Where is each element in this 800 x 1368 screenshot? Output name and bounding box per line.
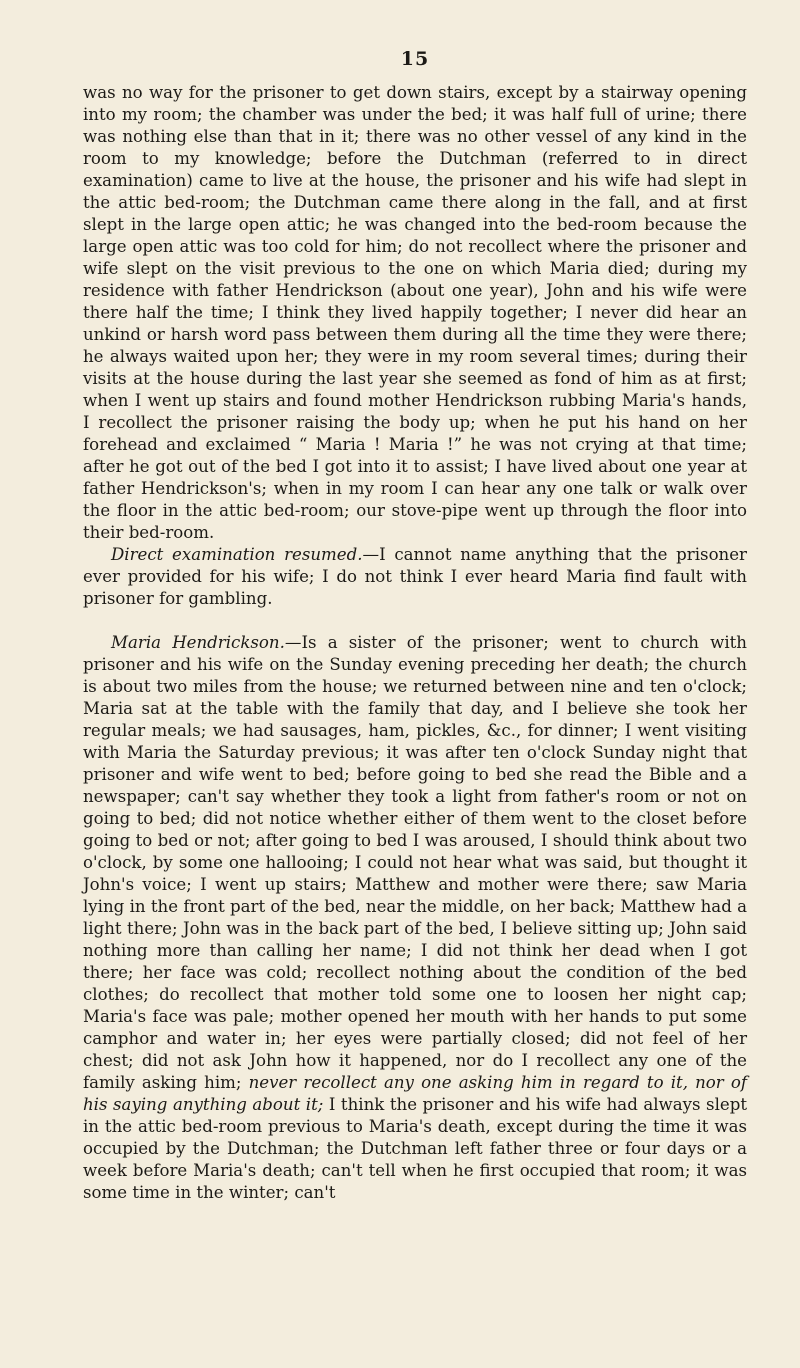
- paragraph-text: —I cannot name anything that the prisoner ever provided for his wife; I do not think I ever heard Maria find fault with prisoner for gambling.: [83, 545, 747, 608]
- paragraph-text: was no way for the prisoner to get down stairs, except by a stairway opening into my room; the chamber was under the bed; it was half full of urine; there was nothing else than that in it; there was no other vessel of any kind in the room to my knowledge; before the Dutchman (referred to in direct examination) came to live at the house, the prisoner and his wife had slept in the attic bed-room; the Dutchman came there along in the fall, and at first slept in the large open attic; he was changed into the bed-room because the large open attic was too cold for him; do not recollect where the prisoner and wife slept on the visit previous to the one on which Maria died; during my residence with father Hendrickson (about one year), John and his wife were there half the time; I think they lived happily together; I never did hear an unkind or harsh word pass between them during all the time they were there; he always waited upon her; they were in my room several times; during their visits at the house during the last year she seemed as fond of him as at first; when I went up stairs and found mother Hendrickson rubbing Maria's hands, I recollect the prisoner raising the body up; when he put his hand on her forehead and exclaimed “ Maria ! Maria !” he was not crying at that time; after he got out of the bed I got into it to assist; I have lived about one year at father Hendrickson's; when in my room I can hear any one talk or walk over the floor in the attic bed-room; our stove-pipe went up through the floor into their bed-room.: [83, 83, 747, 542]
- paragraph-text: I think the prisoner and his wife had always slept in the attic bed-room previous to Maria's death, except during the time it was occupied by the Dutchman; the Dutchman left father three or four days or a week before Maria's death; can't tell when he first occupied that room; it was some time in the winter; can't: [83, 1095, 747, 1202]
- paragraph-maria-hendrickson: [83, 632, 747, 1204]
- emphasized-text: never recollect any one asking him in regard to it, nor of his saying anything about it;: [83, 1073, 748, 1114]
- paragraph-direct-examination: [83, 544, 747, 610]
- paragraph-1: [83, 82, 747, 544]
- witness-name: Maria Hendrickson.: [111, 633, 285, 652]
- paragraph-text: —Is a sister of the prisoner; went to church with prisoner and his wife on the Sunday evening preceding her death; the church is about two miles from the house; we returned between nine and ten o'clock; Maria sat at the table with the family that day, and I believe she took her regular meals; we had sausages, ham, pickles, &c., for dinner; I went visiting with Maria the Saturday previous; it was after ten o'clock Sunday night that prisoner and wife went to bed; before going to bed she read the Bible and a newspaper; can't say whether they took a light from father's room or not on going to bed; did not notice whether either of them went to the closet before going to bed or not; after going to bed I was aroused, I should think about two o'clock, by some one hallooing; I could not hear what was said, but thought it John's voice; I went up stairs; Matthew and mother were there; saw Maria lying in the front part of the bed, near the middle, on her back; Matthew had a light there; John was in the back part of the bed, I believe sitting up; John said nothing more than calling her name; I did not think her dead when I got there; her face was cold; recollect nothing about the condition of the bed clothes; do recollect that mother told some one to loosen her night cap; Maria's face was pale; mother opened her mouth with her hands to put some camphor and water in; her eyes were partially closed; did not feel of her chest; did not ask John how it happened, nor do I recollect any one of the family asking him;: [83, 633, 747, 1092]
- section-heading: Direct examination resumed.: [111, 545, 363, 564]
- page-number: 15: [400, 48, 430, 70]
